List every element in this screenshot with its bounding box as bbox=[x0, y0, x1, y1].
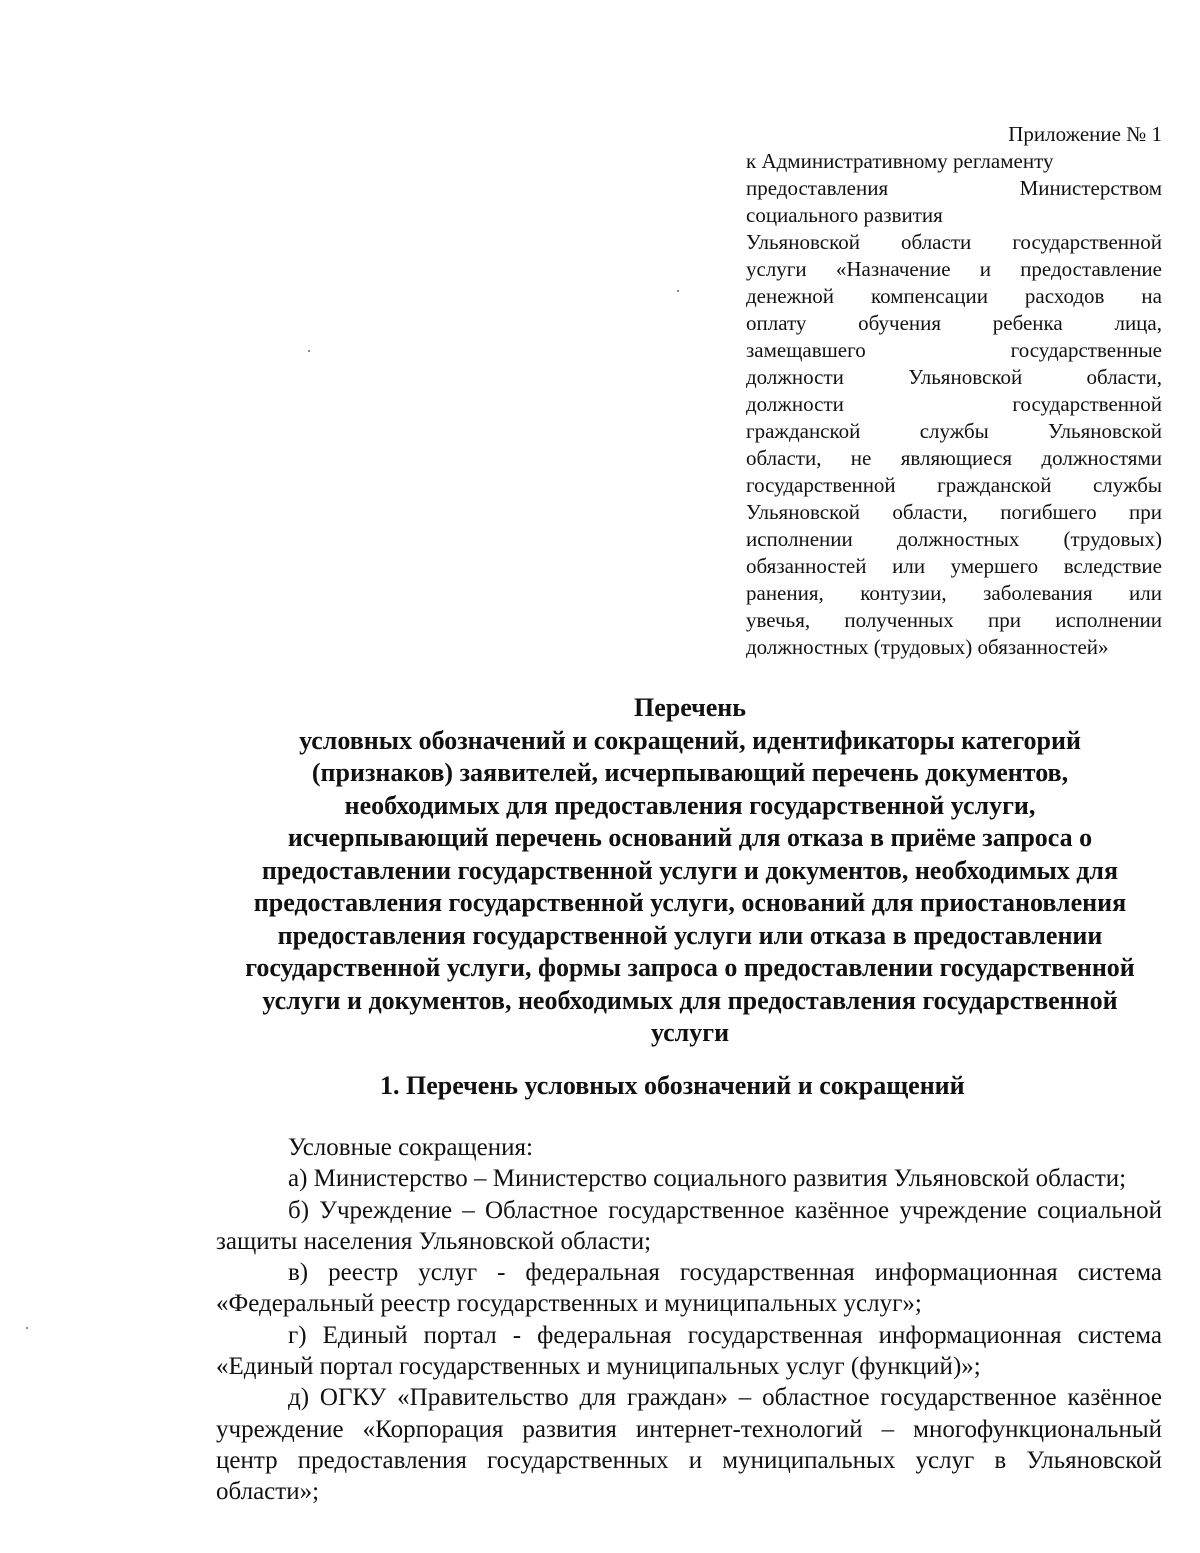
appendix-line: Ульяновской области, погибшего при bbox=[746, 500, 1162, 524]
scan-speck bbox=[677, 290, 679, 292]
body-text bbox=[216, 1132, 1162, 1508]
title-line: предоставления государственной услуги или отказа в предоставлении bbox=[277, 920, 1103, 950]
body-item: в) реестр услуг - федеральная государственная информационная система «Федеральный реестр государственных и муниципальных услуг»; bbox=[216, 1259, 1162, 1318]
appendix-line: услуги «Назначение и предоставление bbox=[746, 257, 1162, 281]
appendix-line: ранения, контузии, заболевания или bbox=[746, 581, 1162, 605]
body-item: б) Учреждение – Областное государственное казённое учреждение социальной защиты населения Ульяновской области; bbox=[216, 1196, 1162, 1255]
appendix-line: оплату обучения ребенка лица, bbox=[746, 311, 1162, 335]
appendix-line: замещавшего государственные bbox=[746, 338, 1162, 362]
appendix-line: должности Ульяновской области, bbox=[746, 365, 1162, 389]
scan-speck bbox=[308, 350, 310, 352]
appendix-line: денежной компенсации расходов на bbox=[746, 284, 1162, 308]
appendix-line: социального развития bbox=[746, 203, 943, 227]
appendix-line: должности государственной bbox=[746, 392, 1162, 416]
appendix-number: Приложение № 1 bbox=[1008, 122, 1162, 146]
appendix-line: государственной гражданской службы bbox=[746, 473, 1162, 497]
title-line: услуги и документов, необходимых для предоставления государственной bbox=[262, 985, 1118, 1015]
title-line: условных обозначений и сокращений, идентификаторы категорий bbox=[299, 725, 1081, 755]
title-line: предоставлении государственной услуги и документов, необходимых для bbox=[261, 855, 1119, 885]
title-line: необходимых для предоставления государственной услуги, bbox=[344, 790, 1036, 820]
body-item: а) Министерство – Министерство социального развития Ульяновской области; bbox=[288, 1165, 1127, 1193]
body-item: г) Единый портал - федеральная государственная информационная система «Единый портал государственных и муниципальных услуг (функций)»; bbox=[216, 1321, 1162, 1381]
appendix-line: предоставления Министерством bbox=[746, 176, 1162, 200]
appendix-line: увечья, полученных при исполнении bbox=[746, 608, 1162, 632]
title-line: услуги bbox=[650, 1018, 730, 1047]
scan-speck bbox=[26, 1327, 28, 1329]
appendix-line: гражданской службы Ульяновской bbox=[746, 419, 1162, 443]
title-line: государственной услуги, формы запроса о предоставлении государственной bbox=[245, 953, 1135, 982]
section-heading: 1. Перечень условных обозначений и сокращений bbox=[380, 1071, 965, 1100]
appendix-line: области, не являющиеся должностями bbox=[746, 446, 1162, 470]
document-title bbox=[200, 692, 1180, 1050]
appendix-line: Ульяновской области государственной bbox=[746, 230, 1162, 254]
appendix-line: к Административному регламенту bbox=[746, 149, 1054, 173]
title-line: предоставления государственной услуги, оснований для приостановления bbox=[253, 888, 1127, 917]
appendix-line: должностных (трудовых) обязанностей» bbox=[746, 635, 1109, 659]
title-line: исчерпывающий перечень оснований для отказа в приёме запроса о bbox=[287, 823, 1093, 852]
appendix-line: обязанностей или умершего вследствие bbox=[746, 554, 1162, 578]
appendix-line: исполнении должностных (трудовых) bbox=[746, 527, 1162, 551]
title-line: (признаков) заявителей, исчерпывающий перечень документов, bbox=[311, 758, 1069, 787]
body-intro: Условные сокращения: bbox=[288, 1134, 533, 1161]
appendix-block bbox=[746, 121, 1162, 661]
body-item: д) ОГКУ «Правительство для граждан» – областное государственное казённое учреждение «Корпорация развития интернет-технологий – многофункциональный центр предоставления государственных и муниципальных услуг в Ульяновской области»; bbox=[216, 1384, 1162, 1506]
title-heading: Перечень bbox=[633, 693, 747, 722]
